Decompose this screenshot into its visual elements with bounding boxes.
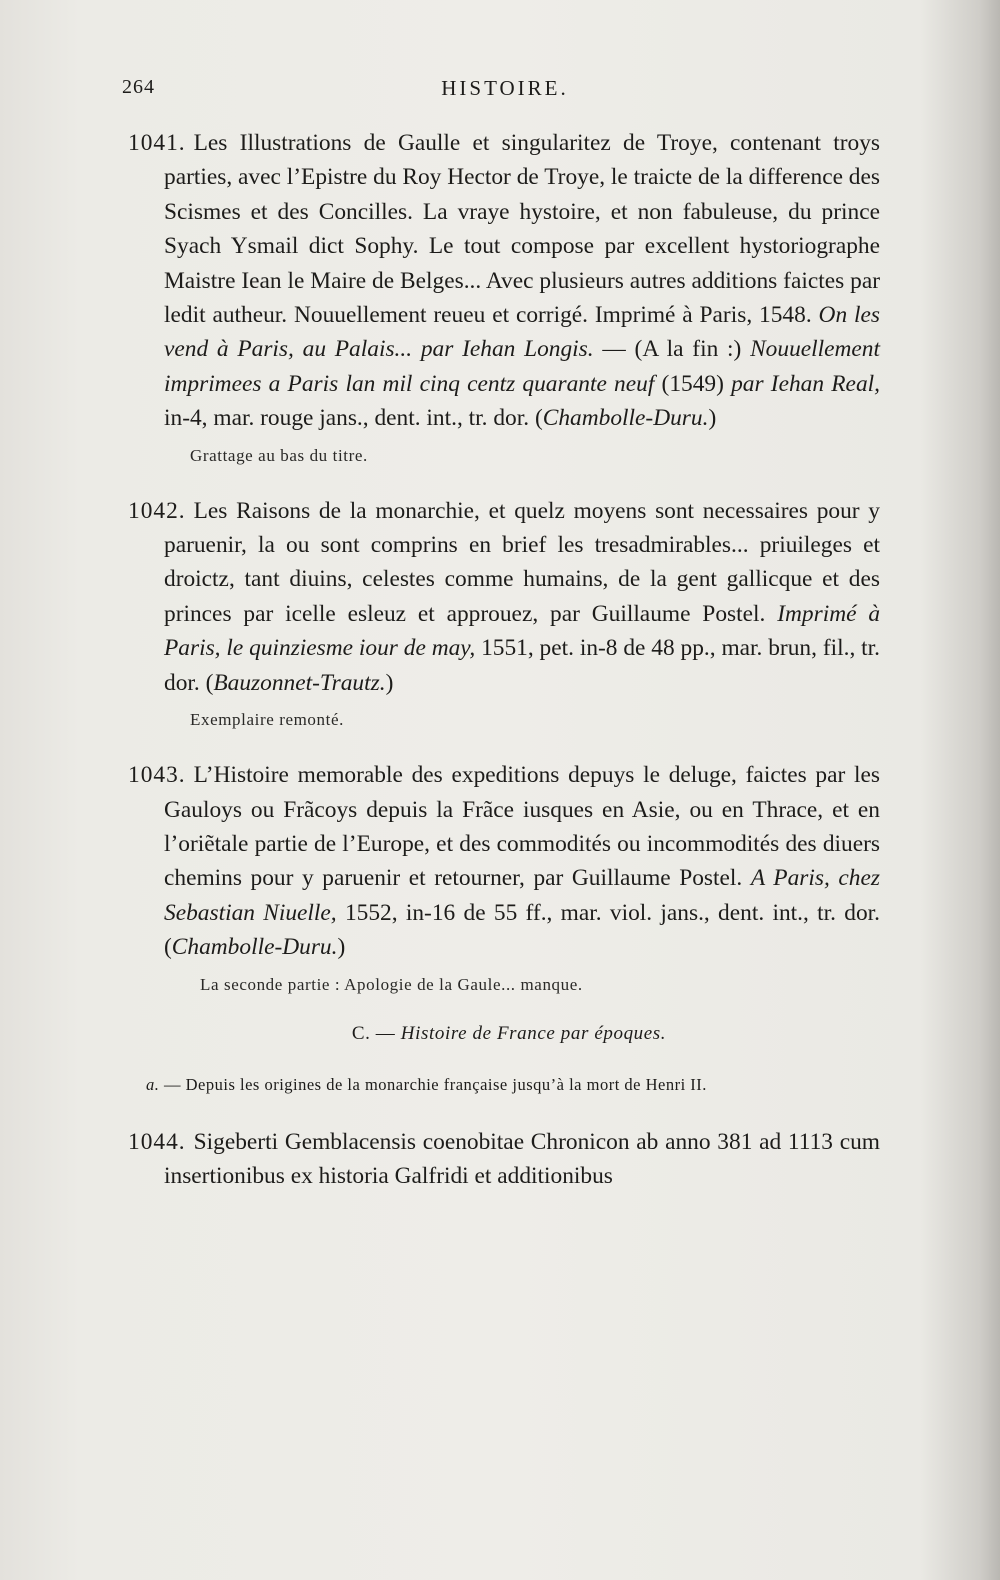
- subsection-heading: [146, 1075, 880, 1095]
- entry-printer: par Iehan Real,: [731, 370, 880, 397]
- entry-description: L’Histoire memorable des expeditions depuys le deluge, faictes par les Gauloys ou Frãcoys depuis la Frãce iusques en Asie, ou en Thrace, et en l’oriẽtale partie de l’Europe, et des commodités ou incommodités des diuers chemins pour y paruenir et retourner, par Guillaume Postel.: [164, 762, 880, 892]
- section-title: Histoire de France par époques.: [400, 1022, 667, 1044]
- entry-details: in-4, mar. rouge jans., dent. int., tr. dor. (: [164, 405, 543, 432]
- subsection-title: — Depuis les origines de la monarchie française jusqu’à la mort de Henri II.: [159, 1074, 707, 1094]
- entry-text-3: (1549): [654, 370, 732, 397]
- entry-imprint: On les vend à Paris, au Palais... par Iehan Longis.: [164, 302, 880, 363]
- subsection-label: a.: [146, 1074, 160, 1094]
- catalog-entry-1043: [128, 758, 880, 996]
- entry-description: Les Illustrations de Gaulle et singularitez de Troye, contenant troys parties, avec l’Epistre du Roy Hector de Troye, le traicte de la difference des Scismes et des Concilles. La vraye hystoire, et non fabuleuse, du prince Syach Ysmail dict Sophy. Le tout compose par excellent hystoriographe Maistre Iean le Maire de Belges... Avec plusieurs autres additions faictes par ledit autheur. Nouuellement reueu et corrigé. Imprimé à Paris, 1548.: [164, 130, 880, 329]
- catalog-entry-1041: [128, 126, 880, 468]
- entry-number: 1042.: [128, 497, 186, 524]
- entry-note: La seconde partie : Apologie de la Gaule... manque.: [200, 974, 583, 994]
- entry-details: 1551, pet. in-8 de 48 pp., mar. brun, fil., tr. dor. (: [164, 635, 880, 696]
- entry-note: Exemplaire remonté.: [190, 710, 344, 730]
- entry-binder: Chambolle-Duru.: [542, 405, 709, 432]
- entry-binder: Chambolle-Duru.: [171, 934, 338, 961]
- entry-description: Les Raisons de la monarchie, et quelz moyens sont necessaires pour y paruenir, la ou sont comprins en brief les tresadmirables... priuileges et droictz, tant diuins, celestes comme humains, de la gent gallicque et des princes par icelle esleuz et approuez, par Guillaume Postel.: [164, 497, 880, 627]
- entry-details-end: ): [385, 669, 394, 696]
- entry-number: 1044.: [128, 1128, 186, 1155]
- catalog-entry-1042: [128, 494, 880, 732]
- entry-binder: Bauzonnet-Trautz.: [213, 669, 386, 696]
- entry-note: Grattage au bas du titre.: [190, 445, 368, 465]
- entry-number: 1043.: [128, 762, 186, 789]
- entry-number: 1041.: [128, 130, 186, 156]
- entry-details-end: ): [708, 405, 717, 432]
- entry-text-2: — (A la fin :): [593, 336, 751, 363]
- entry-text: [128, 1125, 880, 1194]
- entry-description: Sigeberti Gemblacensis coenobitae Chronicon ab anno 381 ad 1113 cum insertionibus ex historia Galfridi et additionibus: [164, 1128, 880, 1189]
- entry-text: [128, 494, 880, 700]
- entry-details: 1552, in-16 de 55 ff., mar. viol. jans., dent. int., tr. dor. (: [164, 899, 880, 961]
- page-header: [0, 76, 1000, 106]
- catalog-entries: [128, 126, 880, 1207]
- entry-colophon: Nouuellement imprimees a Paris lan mil cinq centz quarante neuf: [164, 336, 880, 397]
- section-heading: [128, 1023, 880, 1045]
- entry-imprint: A Paris, chez Sebastian Niuelle,: [164, 865, 880, 926]
- catalog-entry-1044: [128, 1125, 880, 1194]
- entry-imprint: Imprimé à Paris, le quinziesme iour de may,: [164, 600, 881, 662]
- section-label: C. —: [351, 1022, 401, 1044]
- entry-details-end: ): [337, 934, 346, 961]
- entry-text: [128, 126, 880, 436]
- running-title: HISTOIRE.: [441, 76, 569, 100]
- page-number: 264: [122, 76, 155, 98]
- entry-text: [128, 758, 880, 964]
